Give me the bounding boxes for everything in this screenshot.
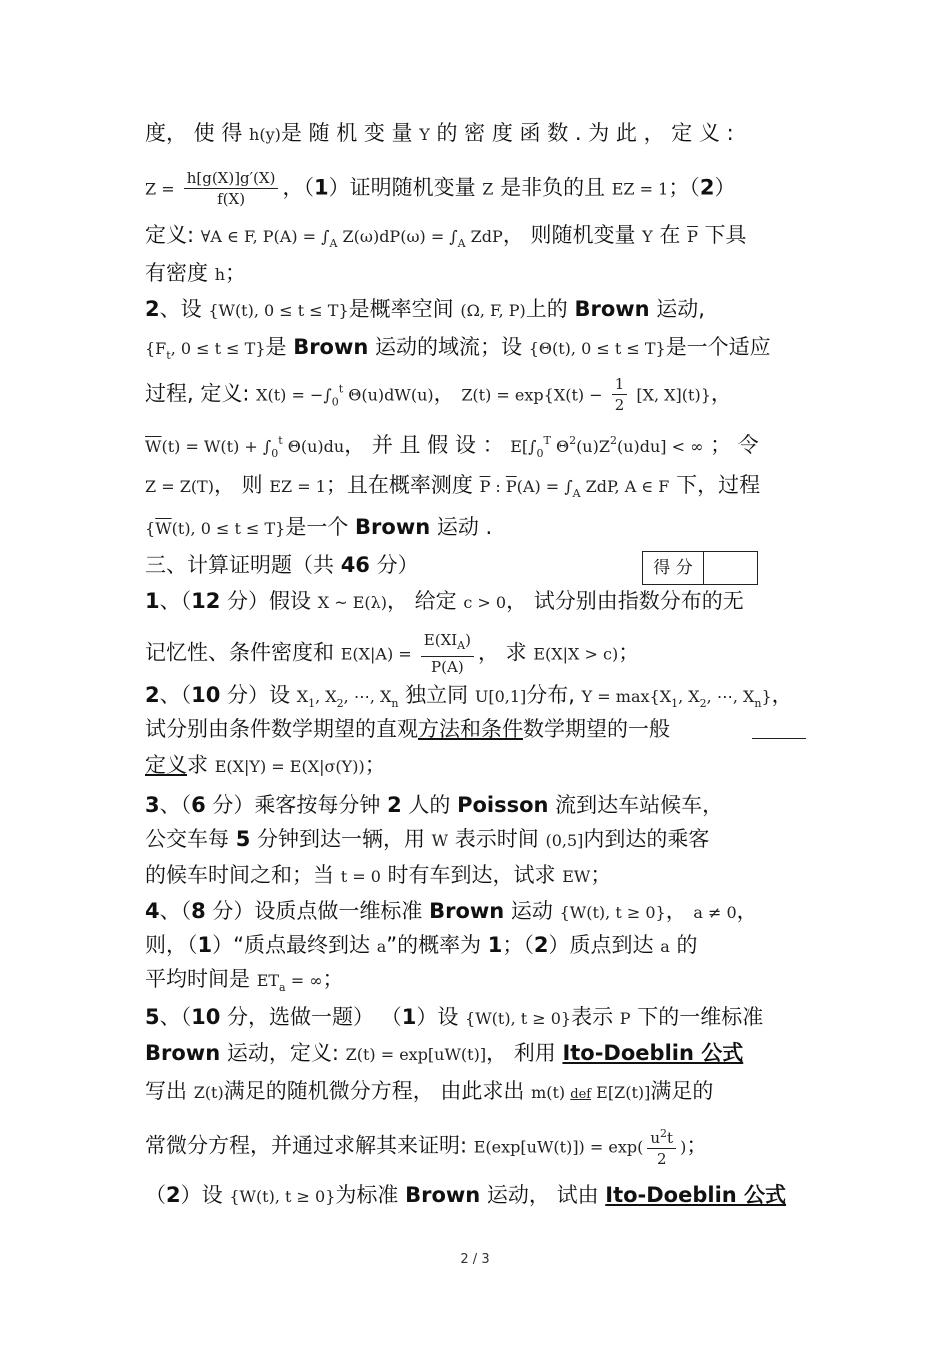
text-line-q5e: （2）设 {W(t), t ≥ 0}为标准 Brown 运动， 试由 Ito-Doeblin 公式 <box>145 1183 787 1207</box>
text-line-q2b: 试分别由条件数学期望的直观方法和条件数学期望的一般 <box>145 717 670 741</box>
exponent-fraction: $\frac{u^2t}{2}$ <box>647 1124 676 1169</box>
text-line-q5b: Brown 运动，定义: Z(t) = exp[uW(t)]， 利用 Ito-Doeblin 公式 <box>145 1041 744 1065</box>
text-line-q4c: 平均时间是 $ET_a$ = ∞； <box>145 967 344 995</box>
text-line-q2c: 定义求 E(X|Y) = E(X|σ(Y))； <box>145 753 386 777</box>
text-line-5: 2、设 {W(t), 0 ≤ t ≤ T}是概率空间 (Ω, F, P)上的 Brown 运动, <box>145 297 705 321</box>
text-line-6: {$F_t$, 0 ≤ t ≤ T}是 Brown 运动的域流；设 {Θ(t), 0 ≤ t ≤ T}是一个适应 <box>145 335 771 363</box>
text-line-1: 度， 使 得 h(y)是 随 机 变 量 Y 的 密 度 函 数 . 为 此 ， 定 义 : <box>145 121 734 145</box>
text-line-3: 定义: ∀A ∈ F, $P(A) = \int_A$ $Z(\omega)dP(\omega) = \int_A$ ZdP， 则随机变量 Y 在 $\overline{P}$ 下具 <box>145 223 747 251</box>
text-line-q4b: 则，（1）“质点最终到达 a”的概率为 1；（2）质点到达 a 的 <box>145 933 698 957</box>
score-box <box>642 551 758 585</box>
page-number: 2 / 3 <box>460 1252 490 1267</box>
text-line-q5: 5、（10 分，选做一题） （1）设 {W(t), t ≥ 0}表示 P 下的一维标准 <box>145 1005 764 1029</box>
text-line-7: 过程, 定义: $X(t) = -\int_0^t$ Θ(u)dW(u)， Z(t) = exp{X(t) − $\frac{1}{2}$ [X, X](t)}， <box>145 375 732 414</box>
score-label: 得 分 <box>643 552 704 584</box>
underline-rule <box>752 738 806 739</box>
text-line-4: 有密度 h； <box>145 261 246 285</box>
text-line-9: Z = Z(T)， 则 EZ = 1；且在概率测度 $\overline{P}$ : $\overline{P}(A) = \int_A$ ZdP, A ∈ F 下，过程 <box>145 473 761 501</box>
text-line-q5d: 常微分方程，并通过求解其来证明: E(exp[uW(t)]) = exp( $\frac{u^2t}{2}$ )； <box>145 1124 810 1169</box>
text-line-q1: 1、（12 分）假设 X ~ E(λ)， 给定 c > 0， 试分别由指数分布的无 <box>145 589 744 613</box>
density-fraction: $\frac{h[g(X)]g'(X)}{f(X)}$ <box>184 168 279 209</box>
section-heading: 三、计算证明题（共 46 分） <box>145 553 419 577</box>
half-fraction: $\frac{1}{2}$ <box>612 374 628 415</box>
text-line-q3: 3、（6 分）乘客按每分钟 2 人的 Poisson 流到达车站候车， <box>145 793 724 817</box>
text-line-q3b: 公交车每 5 分钟到达一辆，用 W 表示时间 (0,5]内到达的乘客 <box>145 827 710 851</box>
text-line-q1b: 记忆性、条件密度和 E(X|A) = $\frac{E(XI_A)}{P(A)}$ ， 求 E(X|X > c)； <box>145 631 640 676</box>
text-line-q2: 2、（10 分）设 $X_1$, $X_2$, ⋯, $X_n$ 独立同 U[0,1]分布, $Y = \max\{X_1$, $X_2$, ⋯, $X_n$}， <box>145 683 793 711</box>
conditional-expectation-fraction: $\frac{E(XI_A)}{P(A)}$ <box>421 630 474 677</box>
text-line-q3c: 的候车时间之和；当 t = 0 时有车到达，试求 EW； <box>145 863 612 887</box>
text-line-q4: 4、（8 分）设质点做一维标准 Brown 运动 {W(t), t ≥ 0}， a ≠ 0， <box>145 899 758 923</box>
text-line-10: {$\overline{W}(t)$, 0 ≤ t ≤ T}是一个 Brown 运动 . <box>145 515 493 539</box>
text-line-q5c: 写出 Z(t)满足的随机微分方程， 由此求出 m(t) def E[Z(t)]满足的 <box>145 1079 714 1103</box>
text-line-8: $\overline{W}(t) = W(t) + \int_0^t$ Θ(u)du， 并 且 假 设 ： $E[\int_0^T$ $\Theta^2(u)Z^2(u)du$] < ∞ ； 令 <box>145 433 759 461</box>
text-line-2: Z = $\frac{h[g(X)]g'(X)}{f(X)}$ ，（1）证明随机变量 Z 是非负的且 EZ = 1；（2） <box>145 169 736 208</box>
